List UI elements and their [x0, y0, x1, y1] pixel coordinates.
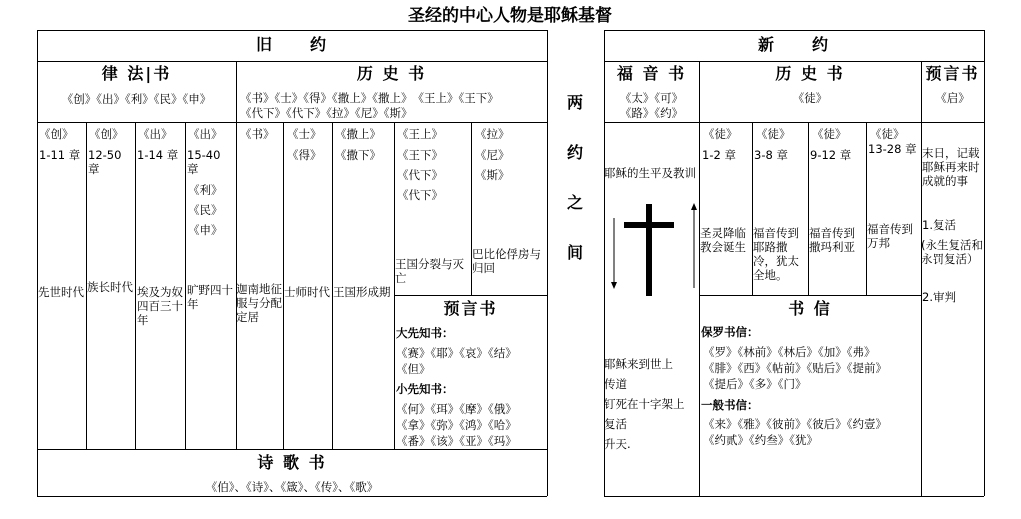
law-heading: 律 法|书	[101, 64, 172, 83]
revelation-item-2: 2.审判	[922, 290, 956, 304]
revelation-item-1: 1.复活	[922, 218, 956, 232]
revelation-item-1-note: (永生复活和永罚复活）	[921, 238, 983, 266]
page-title: 圣经的中心人物是耶稣基督	[408, 6, 612, 26]
old-history-books-line1: 《书》《士》《得》《撒上》《撒上》 《王上》《王下》	[240, 91, 499, 105]
revelation-heading: 预言书	[925, 64, 980, 83]
poetry-heading: 诗 歌 书	[257, 453, 327, 472]
old-history-books-line2: 《代下》《代下》《拉》《尼》《斯》	[240, 106, 413, 120]
poetry-books: 《伯》、《诗》、《箴》、《传》、《歌》	[205, 480, 379, 494]
cross-icon	[608, 196, 698, 296]
old-testament-heading: 旧 约	[255, 35, 328, 54]
gospels-books-line2: 《路》《约》	[619, 106, 684, 120]
revelation-books: 《启》	[935, 91, 970, 105]
law-books: 《创》《出》《利》《民》《申》	[61, 92, 212, 106]
gospels-top-text: 耶稣的生平及教训	[604, 166, 696, 180]
new-history-books: 《徒》	[792, 91, 828, 105]
new-testament-heading: 新 约	[757, 35, 830, 54]
new-history-heading: 历 史 书	[775, 64, 845, 83]
old-prophets-heading: 预言书	[443, 299, 498, 318]
old-history-heading: 历 史 书	[356, 64, 427, 83]
gospels-heading: 福 音 书	[616, 64, 687, 83]
gospels-books-line1: 《太》《可》	[619, 91, 684, 105]
revelation-desc: 末日，记载耶稣再来时成就的事	[922, 146, 980, 188]
epistles-heading: 书 信	[788, 299, 832, 318]
